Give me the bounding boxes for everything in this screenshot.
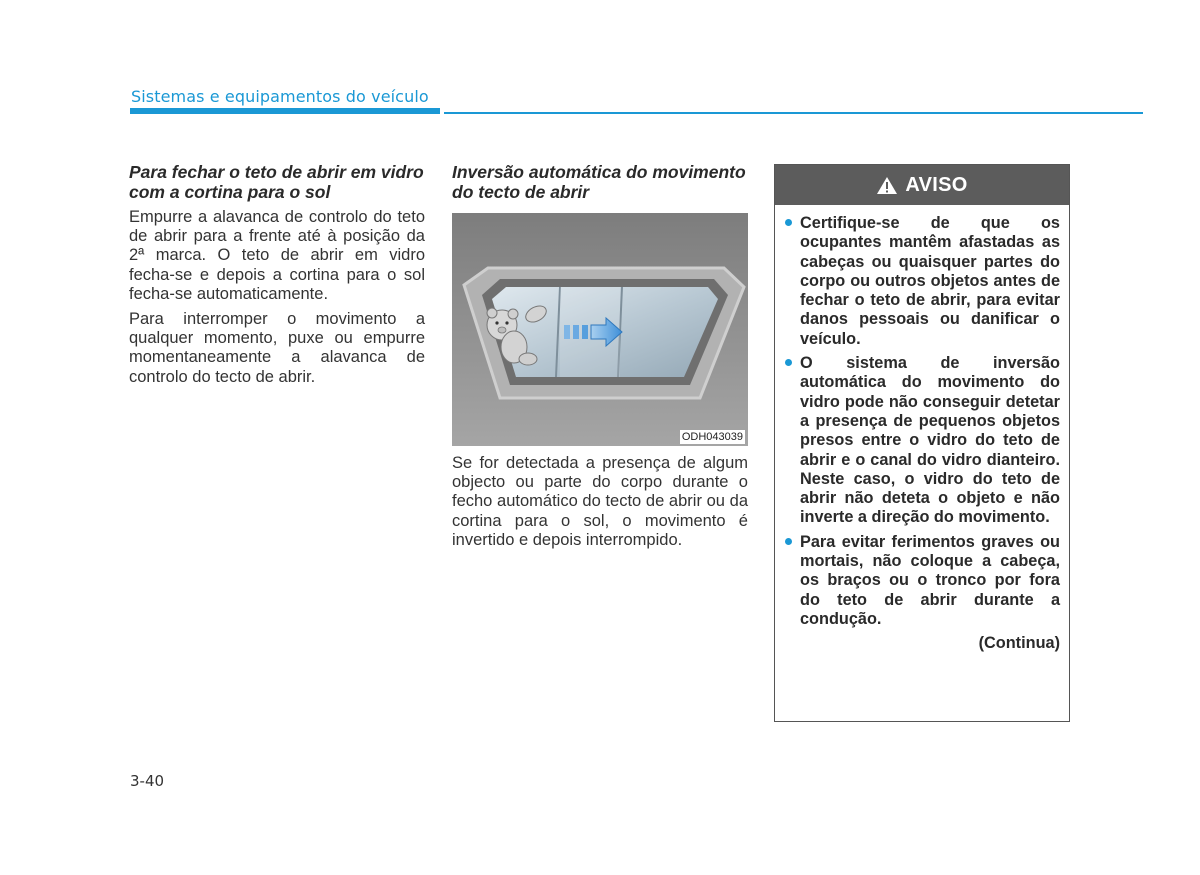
warning-item [785,354,1060,528]
section-title: Sistemas e equipamentos do veículo [131,87,429,106]
sunroof-illustration [452,213,748,446]
warning-list [775,205,1069,629]
paragraph-close-instructions: Empurre a alavanca de controlo do teto de abrir para a frente até à posição da 2ª marca. O teto de abrir em vidro fecha-se e depois a cortina para o sol fecha-se automaticamente. [129,208,425,303]
paragraph-auto-reverse: Se for detectada a presença de algum objecto ou parte do corpo durante o fecho automático do tecto de abrir ou da cortina para o sol, o movimento é invertido e depois interrompido. [452,454,748,549]
column-closing-sunroof [129,162,425,393]
warning-item-text: Para evitar ferimentos graves ou mortais, não coloque a cabeça, os braços ou o tronco por fora do teto de abrir durante a condução. [800,532,1060,628]
heading-auto-reverse: Inversão automática do movimento do tecto de abrir [452,162,746,202]
warning-header [775,165,1069,205]
warning-triangle-icon [876,176,898,195]
header-accent-bar [130,108,440,114]
warning-title: AVISO [905,173,968,196]
page-number: 3-40 [130,772,165,790]
warning-item [785,533,1060,629]
figure-code: ODH043039 [681,431,743,443]
column-auto-reverse [452,162,748,556]
heading-close-sunroof: Para fechar o teto de abrir em vidro com a cortina para o sol [129,162,424,202]
warning-item [785,214,1060,349]
warning-item-text: Certifique-se de que os ocupantes mantêm afastadas as cabeças ou quaisquer partes do corpo ou outros objetos antes de fechar o teto de abrir, para evitar danos pessoais ou danificar o veículo. [800,214,1060,348]
paragraph-interrupt-instructions: Para interromper o movimento a qualquer momento, puxe ou empurre momentaneamente a alavanca de controlo do tecto de abrir. [129,310,425,386]
bullet-icon [785,359,792,366]
header-rule [444,112,1143,114]
bullet-icon [785,219,792,226]
warning-item-text: O sistema de inversão automática do movimento do vidro pode não conseguir detetar a presença de pequenos objetos presos entre o vidro do teto de abrir e o canal do vidro dianteiro. Neste caso, o vidro do teto de abrir não deteta o objeto e não inverte a direção do movimento. [800,354,1060,527]
continued-label: (Continua) [978,634,1060,653]
bullet-icon [785,538,792,545]
warning-box [774,164,1070,722]
sunroof-illustration-graphic [452,213,748,446]
